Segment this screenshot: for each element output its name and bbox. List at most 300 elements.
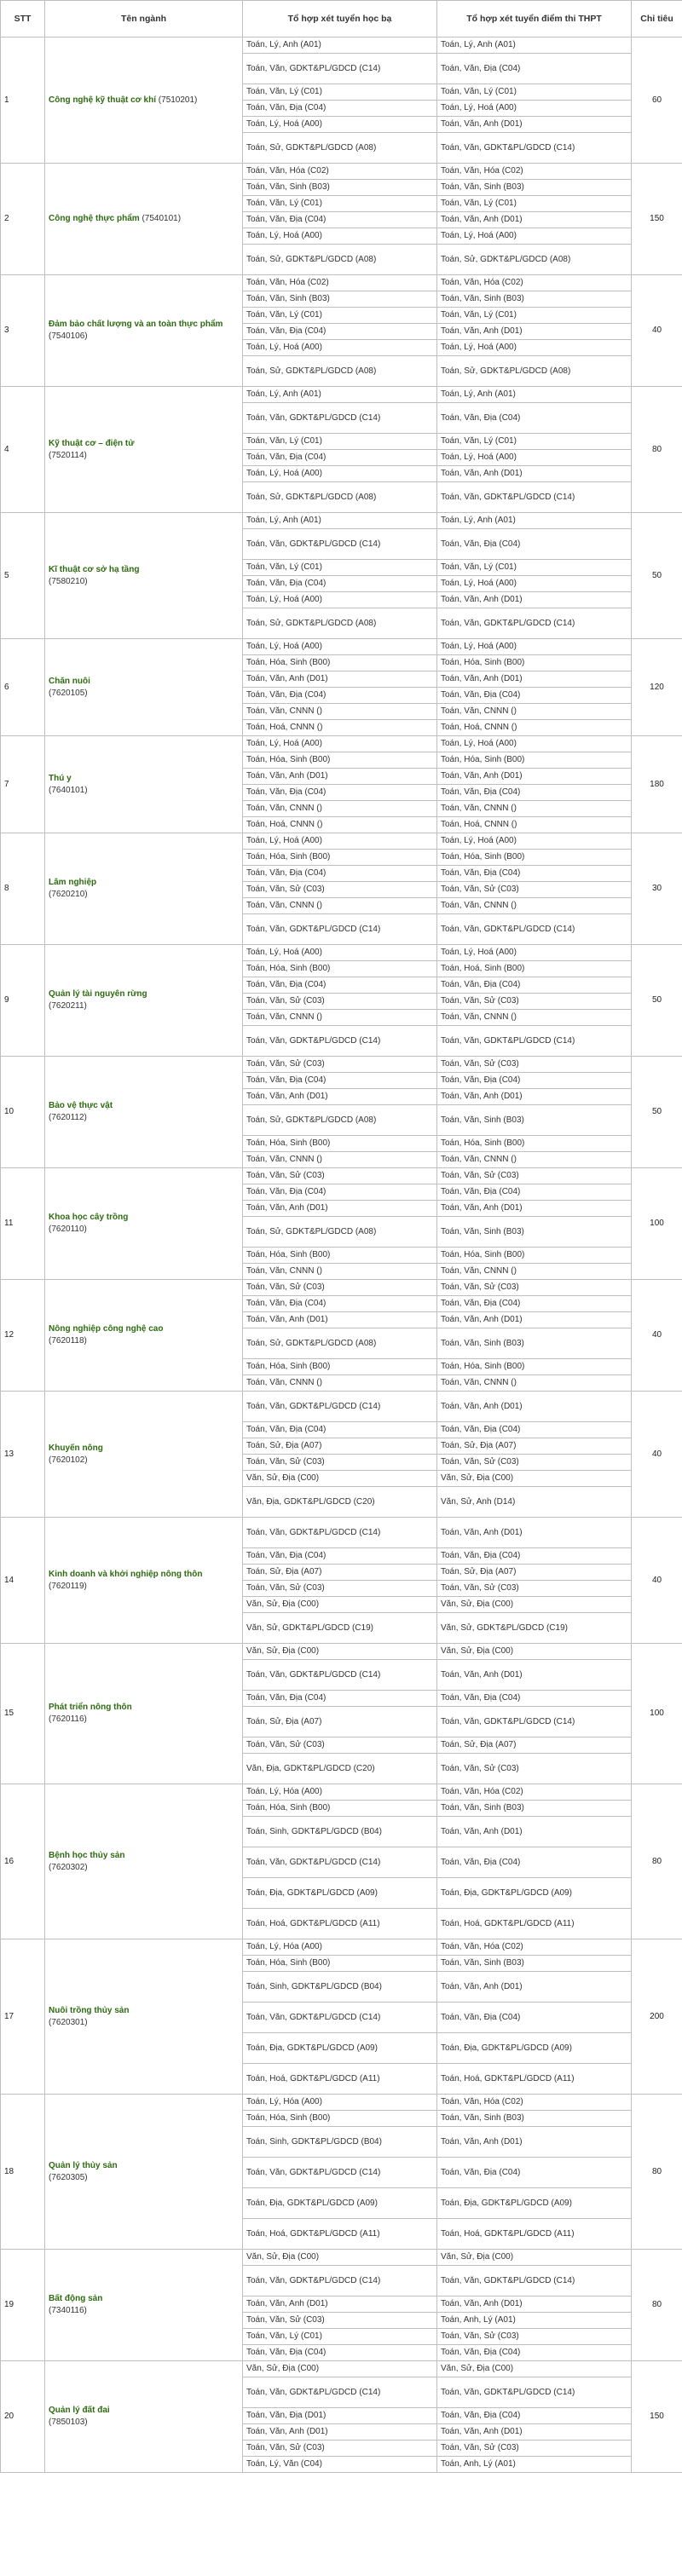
quota-cell: 100 bbox=[632, 1644, 682, 1784]
hocba-combo-cell: Toán, Hoá, GDKT&PL/GDCD (A11) bbox=[243, 2064, 437, 2095]
quota-cell: 120 bbox=[632, 639, 682, 736]
hocba-combo-cell: Toán, Văn, Anh (D01) bbox=[243, 671, 437, 688]
thpt-combo-cell: Toán, Lý, Hoá (A00) bbox=[437, 639, 632, 655]
major-code: (7850103) bbox=[49, 2418, 88, 2427]
thpt-combo-cell: Toán, Văn, Sinh (B03) bbox=[437, 1801, 632, 1817]
major-code: (7520114) bbox=[49, 450, 87, 460]
thpt-combo-cell: Toán, Văn, Địa (C04) bbox=[437, 1847, 632, 1878]
thpt-combo-cell: Toán, Văn, Địa (C04) bbox=[437, 688, 632, 704]
hocba-combo-cell: Toán, Lý, Hoá (A00) bbox=[243, 466, 437, 482]
thpt-combo-cell: Toán, Văn, Địa (C04) bbox=[437, 785, 632, 801]
thpt-combo-cell: Toán, Lý, Hoá (A00) bbox=[437, 833, 632, 850]
hocba-combo-cell: Toán, Lý, Văn (C04) bbox=[243, 2457, 437, 2473]
major-code: (7620302) bbox=[49, 1862, 88, 1872]
hocba-combo-cell: Toán, Lý, Hóa (A00) bbox=[243, 2095, 437, 2111]
stt-cell: 12 bbox=[1, 1280, 45, 1392]
thpt-combo-cell: Toán, Địa, GDKT&PL/GDCD (A09) bbox=[437, 2188, 632, 2219]
quota-cell: 40 bbox=[632, 1280, 682, 1392]
hocba-combo-cell: Toán, Văn, Địa (C04) bbox=[243, 1073, 437, 1089]
thpt-combo-cell: Toán, Văn, Sinh (B03) bbox=[437, 1328, 632, 1359]
hocba-combo-cell: Toán, Văn, Địa (C04) bbox=[243, 1184, 437, 1201]
hocba-combo-cell: Văn, Sử, Địa (C00) bbox=[243, 1644, 437, 1660]
thpt-combo-cell: Toán, Hoá, GDKT&PL/GDCD (A11) bbox=[437, 2219, 632, 2250]
thpt-combo-cell: Toán, Lý, Hoá (A00) bbox=[437, 228, 632, 245]
thpt-combo-cell: Toán, Văn, Lý (C01) bbox=[437, 434, 632, 450]
major-code: (7620105) bbox=[49, 688, 88, 698]
major-code: (7620301) bbox=[49, 2017, 88, 2027]
major-name-cell bbox=[45, 387, 243, 513]
hocba-combo-cell: Toán, Hoá, CNNN () bbox=[243, 817, 437, 833]
major-name-cell bbox=[45, 1280, 243, 1392]
hocba-combo-cell: Toán, Sử, GDKT&PL/GDCD (A08) bbox=[243, 356, 437, 387]
stt-cell: 20 bbox=[1, 2361, 45, 2473]
hocba-combo-cell: Toán, Văn, Địa (C04) bbox=[243, 324, 437, 340]
hocba-combo-cell: Toán, Địa, GDKT&PL/GDCD (A09) bbox=[243, 1878, 437, 1909]
major-name: Đảm bảo chất lượng và an toàn thực phẩm bbox=[49, 320, 223, 329]
major-name: Quản lý tài nguyên rừng bbox=[49, 989, 147, 999]
thpt-combo-cell: Toán, Văn, CNNN () bbox=[437, 1264, 632, 1280]
table-row bbox=[1, 1280, 682, 1296]
hocba-combo-cell: Toán, Văn, Sử (C03) bbox=[243, 994, 437, 1010]
hocba-combo-cell: Toán, Sử, GDKT&PL/GDCD (A08) bbox=[243, 482, 437, 513]
hocba-combo-cell: Toán, Văn, Sử (C03) bbox=[243, 1581, 437, 1597]
quota-cell: 200 bbox=[632, 1939, 682, 2095]
thpt-combo-cell: Toán, Văn, Địa (C04) bbox=[437, 54, 632, 84]
hocba-combo-cell: Toán, Sinh, GDKT&PL/GDCD (B04) bbox=[243, 1972, 437, 2003]
major-name-cell bbox=[45, 2250, 243, 2361]
thpt-combo-cell: Toán, Sử, GDKT&PL/GDCD (A08) bbox=[437, 245, 632, 275]
major-name: Nông nghiệp công nghệ cao bbox=[49, 1324, 164, 1334]
table-row bbox=[1, 1057, 682, 1073]
hocba-combo-cell: Toán, Lý, Hoá (A00) bbox=[243, 228, 437, 245]
thpt-combo-cell: Toán, Lý, Anh (A01) bbox=[437, 37, 632, 54]
major-name: Quản lý đất đai bbox=[49, 2406, 110, 2415]
thpt-combo-cell: Toán, Văn, Sử (C03) bbox=[437, 1754, 632, 1784]
thpt-combo-cell: Toán, Văn, Hóa (C02) bbox=[437, 1784, 632, 1801]
thpt-combo-cell: Toán, Hoá, GDKT&PL/GDCD (A11) bbox=[437, 2064, 632, 2095]
major-code: (7340116) bbox=[49, 2306, 87, 2315]
hocba-combo-cell: Toán, Văn, Sinh (B03) bbox=[243, 180, 437, 196]
thpt-combo-cell: Toán, Hóa, Sinh (B00) bbox=[437, 1136, 632, 1152]
table-row bbox=[1, 736, 682, 752]
hocba-combo-cell: Toán, Văn, Sử (C03) bbox=[243, 1280, 437, 1296]
hocba-combo-cell: Toán, Hóa, Sinh (B00) bbox=[243, 961, 437, 977]
hocba-combo-cell: Toán, Văn, Địa (C04) bbox=[243, 576, 437, 592]
thpt-combo-cell: Toán, Hoá, CNNN () bbox=[437, 720, 632, 736]
major-name-cell bbox=[45, 639, 243, 736]
thpt-combo-cell: Toán, Văn, Địa (C04) bbox=[437, 2408, 632, 2424]
major-name-cell bbox=[45, 37, 243, 164]
thpt-combo-cell: Toán, Lý, Hoá (A00) bbox=[437, 736, 632, 752]
hocba-combo-cell: Toán, Văn, GDKT&PL/GDCD (C14) bbox=[243, 529, 437, 560]
hocba-combo-cell: Toán, Sử, Địa (A07) bbox=[243, 1438, 437, 1455]
thpt-combo-cell: Văn, Sử, Địa (C00) bbox=[437, 1471, 632, 1487]
thpt-combo-cell: Toán, Văn, Địa (C04) bbox=[437, 1296, 632, 1312]
hocba-combo-cell: Văn, Sử, Địa (C00) bbox=[243, 2250, 437, 2266]
stt-cell: 6 bbox=[1, 639, 45, 736]
thpt-combo-cell: Toán, Văn, Anh (D01) bbox=[437, 117, 632, 133]
hocba-combo-cell: Toán, Văn, Địa (C04) bbox=[243, 866, 437, 882]
thpt-combo-cell: Toán, Văn, Anh (D01) bbox=[437, 466, 632, 482]
thpt-combo-cell: Toán, Văn, Hóa (C02) bbox=[437, 164, 632, 180]
major-name: Phát triển nông thôn bbox=[49, 1703, 132, 1712]
major-code: (7620305) bbox=[49, 2172, 88, 2182]
thpt-combo-cell: Toán, Văn, Sử (C03) bbox=[437, 1280, 632, 1296]
hocba-combo-cell: Toán, Văn, GDKT&PL/GDCD (C14) bbox=[243, 2158, 437, 2188]
thpt-combo-cell: Toán, Văn, Địa (C04) bbox=[437, 1422, 632, 1438]
thpt-combo-cell: Toán, Văn, Hóa (C02) bbox=[437, 275, 632, 291]
table-row bbox=[1, 387, 682, 403]
thpt-combo-cell: Toán, Văn, GDKT&PL/GDCD (C14) bbox=[437, 482, 632, 513]
hocba-combo-cell: Toán, Văn, Địa (C04) bbox=[243, 1548, 437, 1565]
thpt-combo-cell: Toán, Văn, Sử (C03) bbox=[437, 2441, 632, 2457]
major-name: Quản lý thủy sản bbox=[49, 2160, 118, 2170]
table-row bbox=[1, 164, 682, 180]
thpt-combo-cell: Toán, Văn, Địa (C04) bbox=[437, 1548, 632, 1565]
hocba-combo-cell: Toán, Văn, CNNN () bbox=[243, 704, 437, 720]
thpt-combo-cell: Toán, Văn, Anh (D01) bbox=[437, 2127, 632, 2158]
hocba-combo-cell: Toán, Văn, GDKT&PL/GDCD (C14) bbox=[243, 1518, 437, 1548]
thpt-combo-cell: Toán, Văn, Địa (C04) bbox=[437, 866, 632, 882]
table-row bbox=[1, 1168, 682, 1184]
table-row bbox=[1, 1518, 682, 1548]
hocba-combo-cell: Toán, Văn, GDKT&PL/GDCD (C14) bbox=[243, 2377, 437, 2408]
stt-cell: 19 bbox=[1, 2250, 45, 2361]
thpt-combo-cell: Toán, Sử, Địa (A07) bbox=[437, 1565, 632, 1581]
hocba-combo-cell: Toán, Lý, Hoá (A00) bbox=[243, 117, 437, 133]
thpt-combo-cell: Toán, Văn, Sinh (B03) bbox=[437, 1217, 632, 1248]
hocba-combo-cell: Toán, Hóa, Sinh (B00) bbox=[243, 2111, 437, 2127]
hocba-combo-cell: Toán, Văn, GDKT&PL/GDCD (C14) bbox=[243, 1026, 437, 1057]
major-code: (7540101) bbox=[142, 214, 182, 223]
thpt-combo-cell: Văn, Sử, Địa (C00) bbox=[437, 2361, 632, 2377]
hocba-combo-cell: Toán, Văn, Anh (D01) bbox=[243, 2297, 437, 2313]
hocba-combo-cell: Toán, Sử, GDKT&PL/GDCD (A08) bbox=[243, 608, 437, 639]
hocba-combo-cell: Toán, Văn, Anh (D01) bbox=[243, 769, 437, 785]
quota-cell: 150 bbox=[632, 2361, 682, 2473]
stt-cell: 13 bbox=[1, 1392, 45, 1518]
hocba-combo-cell: Toán, Lý, Hoá (A00) bbox=[243, 592, 437, 608]
major-name-cell bbox=[45, 513, 243, 639]
hocba-combo-cell: Toán, Văn, Hóa (C02) bbox=[243, 275, 437, 291]
thpt-combo-cell: Toán, Văn, Địa (C04) bbox=[437, 2158, 632, 2188]
major-name: Bệnh học thủy sản bbox=[49, 1850, 125, 1860]
thpt-combo-cell: Toán, Văn, Anh (D01) bbox=[437, 1089, 632, 1105]
hocba-combo-cell: Toán, Văn, Anh (D01) bbox=[243, 1201, 437, 1217]
major-name: Lâm nghiệp bbox=[49, 878, 97, 887]
thpt-combo-cell: Toán, Văn, Sinh (B03) bbox=[437, 2111, 632, 2127]
hocba-combo-cell: Toán, Văn, Địa (C04) bbox=[243, 1422, 437, 1438]
thpt-combo-cell: Toán, Văn, Lý (C01) bbox=[437, 308, 632, 324]
quota-cell: 50 bbox=[632, 513, 682, 639]
header-major-name: Tên ngành bbox=[45, 1, 243, 37]
thpt-combo-cell: Toán, Văn, GDKT&PL/GDCD (C14) bbox=[437, 133, 632, 164]
thpt-combo-cell: Toán, Lý, Hoá (A00) bbox=[437, 945, 632, 961]
hocba-combo-cell: Toán, Lý, Hoá (A00) bbox=[243, 340, 437, 356]
hocba-combo-cell: Toán, Văn, Sử (C03) bbox=[243, 2441, 437, 2457]
hocba-combo-cell: Toán, Hóa, Sinh (B00) bbox=[243, 752, 437, 769]
table-row bbox=[1, 1392, 682, 1422]
hocba-combo-cell: Toán, Văn, Địa (C04) bbox=[243, 688, 437, 704]
table-row bbox=[1, 1784, 682, 1801]
thpt-combo-cell: Toán, Văn, Sử (C03) bbox=[437, 1168, 632, 1184]
hocba-combo-cell: Toán, Văn, Địa (C04) bbox=[243, 1691, 437, 1707]
hocba-combo-cell: Toán, Lý, Anh (A01) bbox=[243, 513, 437, 529]
thpt-combo-cell: Toán, Văn, Sử (C03) bbox=[437, 1581, 632, 1597]
thpt-combo-cell: Toán, Văn, Sử (C03) bbox=[437, 1057, 632, 1073]
major-name-cell bbox=[45, 736, 243, 833]
thpt-combo-cell: Toán, Lý, Hoá (A00) bbox=[437, 450, 632, 466]
hocba-combo-cell: Toán, Hóa, Sinh (B00) bbox=[243, 655, 437, 671]
major-code: (7580210) bbox=[49, 576, 88, 586]
thpt-combo-cell: Toán, Lý, Anh (A01) bbox=[437, 387, 632, 403]
hocba-combo-cell: Toán, Sử, GDKT&PL/GDCD (A08) bbox=[243, 133, 437, 164]
table-row bbox=[1, 945, 682, 961]
major-name: Khuyến nông bbox=[49, 1443, 103, 1453]
major-name-cell bbox=[45, 1644, 243, 1784]
thpt-combo-cell: Toán, Văn, Anh (D01) bbox=[437, 671, 632, 688]
thpt-combo-cell: Toán, Văn, Hóa (C02) bbox=[437, 2095, 632, 2111]
major-name: Kỹ thuật cơ – điện tử bbox=[49, 438, 135, 448]
thpt-combo-cell: Toán, Hóa, Sinh (B00) bbox=[437, 850, 632, 866]
hocba-combo-cell: Toán, Lý, Hoá (A00) bbox=[243, 639, 437, 655]
hocba-combo-cell: Toán, Hoá, GDKT&PL/GDCD (A11) bbox=[243, 2219, 437, 2250]
quota-cell: 80 bbox=[632, 387, 682, 513]
hocba-combo-cell: Văn, Sử, GDKT&PL/GDCD (C19) bbox=[243, 1613, 437, 1644]
thpt-combo-cell: Toán, Văn, Anh (D01) bbox=[437, 1817, 632, 1847]
thpt-combo-cell: Toán, Văn, CNNN () bbox=[437, 1010, 632, 1026]
thpt-combo-cell: Toán, Văn, Anh (D01) bbox=[437, 769, 632, 785]
table-row bbox=[1, 2250, 682, 2266]
header-hocba-combos: Tổ hợp xét tuyển học bạ bbox=[243, 1, 437, 37]
thpt-combo-cell: Toán, Văn, Anh (D01) bbox=[437, 2297, 632, 2313]
thpt-combo-cell: Toán, Văn, Sinh (B03) bbox=[437, 1105, 632, 1136]
hocba-combo-cell: Toán, Văn, CNNN () bbox=[243, 1375, 437, 1392]
hocba-combo-cell: Toán, Sử, GDKT&PL/GDCD (A08) bbox=[243, 245, 437, 275]
stt-cell: 1 bbox=[1, 37, 45, 164]
major-name-cell bbox=[45, 2361, 243, 2473]
hocba-combo-cell: Toán, Sinh, GDKT&PL/GDCD (B04) bbox=[243, 1817, 437, 1847]
thpt-combo-cell: Toán, Hóa, Sinh (B00) bbox=[437, 752, 632, 769]
hocba-combo-cell: Toán, Văn, Địa (C04) bbox=[243, 1296, 437, 1312]
major-name-cell bbox=[45, 1518, 243, 1644]
major-name-cell bbox=[45, 275, 243, 387]
header-row bbox=[1, 1, 682, 37]
thpt-combo-cell: Toán, Hoá, CNNN () bbox=[437, 817, 632, 833]
thpt-combo-cell: Toán, Văn, GDKT&PL/GDCD (C14) bbox=[437, 2266, 632, 2297]
hocba-combo-cell: Toán, Văn, Sử (C03) bbox=[243, 1455, 437, 1471]
major-name: Bảo vệ thực vật bbox=[49, 1101, 113, 1110]
hocba-combo-cell: Toán, Hóa, Sinh (B00) bbox=[243, 1359, 437, 1375]
hocba-combo-cell: Toán, Hóa, Sinh (B00) bbox=[243, 1136, 437, 1152]
hocba-combo-cell: Toán, Văn, Anh (D01) bbox=[243, 1089, 437, 1105]
major-name-cell bbox=[45, 1939, 243, 2095]
quota-cell: 50 bbox=[632, 945, 682, 1057]
header-stt: STT bbox=[1, 1, 45, 37]
thpt-combo-cell: Toán, Anh, Lý (A01) bbox=[437, 2313, 632, 2329]
hocba-combo-cell: Toán, Văn, Lý (C01) bbox=[243, 560, 437, 576]
hocba-combo-cell: Toán, Văn, GDKT&PL/GDCD (C14) bbox=[243, 1847, 437, 1878]
thpt-combo-cell: Toán, Văn, Anh (D01) bbox=[437, 1518, 632, 1548]
major-name: Thú y bbox=[49, 773, 72, 783]
major-code: (7620210) bbox=[49, 890, 88, 899]
hocba-combo-cell: Toán, Hóa, Sinh (B00) bbox=[243, 1801, 437, 1817]
hocba-combo-cell: Toán, Văn, Lý (C01) bbox=[243, 84, 437, 101]
table-row bbox=[1, 1939, 682, 1956]
hocba-combo-cell: Toán, Văn, Sử (C03) bbox=[243, 882, 437, 898]
hocba-combo-cell: Toán, Văn, Sử (C03) bbox=[243, 1738, 437, 1754]
thpt-combo-cell: Toán, Hoá, Sinh (B00) bbox=[437, 961, 632, 977]
major-name-cell bbox=[45, 945, 243, 1057]
header-thpt-combos: Tổ hợp xét tuyển điểm thi THPT bbox=[437, 1, 632, 37]
quota-cell: 40 bbox=[632, 1392, 682, 1518]
hocba-combo-cell: Toán, Hoá, GDKT&PL/GDCD (A11) bbox=[243, 1909, 437, 1939]
thpt-combo-cell: Văn, Sử, Địa (C00) bbox=[437, 1644, 632, 1660]
thpt-combo-cell: Toán, Sử, Địa (A07) bbox=[437, 1438, 632, 1455]
table-row bbox=[1, 37, 682, 54]
stt-cell: 14 bbox=[1, 1518, 45, 1644]
hocba-combo-cell: Toán, Lý, Hóa (A00) bbox=[243, 1784, 437, 1801]
hocba-combo-cell: Toán, Văn, Anh (D01) bbox=[243, 1312, 437, 1328]
thpt-combo-cell: Toán, Văn, Sử (C03) bbox=[437, 994, 632, 1010]
thpt-combo-cell: Toán, Văn, CNNN () bbox=[437, 1152, 632, 1168]
table-header bbox=[1, 1, 682, 37]
hocba-combo-cell: Toán, Văn, Địa (C04) bbox=[243, 785, 437, 801]
thpt-combo-cell: Toán, Văn, Địa (C04) bbox=[437, 1184, 632, 1201]
quota-cell: 30 bbox=[632, 833, 682, 945]
thpt-combo-cell: Toán, Hoá, GDKT&PL/GDCD (A11) bbox=[437, 1909, 632, 1939]
stt-cell: 5 bbox=[1, 513, 45, 639]
thpt-combo-cell: Toán, Văn, Sinh (B03) bbox=[437, 1956, 632, 1972]
quota-cell: 50 bbox=[632, 1057, 682, 1168]
hocba-combo-cell: Toán, Văn, Sử (C03) bbox=[243, 1168, 437, 1184]
hocba-combo-cell: Toán, Văn, GDKT&PL/GDCD (C14) bbox=[243, 2266, 437, 2297]
table-row bbox=[1, 1644, 682, 1660]
thpt-combo-cell: Toán, Văn, Địa (C04) bbox=[437, 1073, 632, 1089]
table-row bbox=[1, 513, 682, 529]
major-code: (7640101) bbox=[49, 785, 88, 795]
quota-cell: 40 bbox=[632, 275, 682, 387]
hocba-combo-cell: Toán, Lý, Anh (A01) bbox=[243, 387, 437, 403]
hocba-combo-cell: Toán, Văn, Anh (D01) bbox=[243, 2424, 437, 2441]
thpt-combo-cell: Toán, Văn, Địa (C04) bbox=[437, 1691, 632, 1707]
major-code: (7620116) bbox=[49, 1714, 87, 1724]
hocba-combo-cell: Toán, Văn, CNNN () bbox=[243, 1152, 437, 1168]
stt-cell: 15 bbox=[1, 1644, 45, 1784]
hocba-combo-cell: Toán, Sử, Địa (A07) bbox=[243, 1565, 437, 1581]
major-name-cell bbox=[45, 2095, 243, 2250]
thpt-combo-cell: Toán, Văn, Anh (D01) bbox=[437, 1312, 632, 1328]
hocba-combo-cell: Toán, Văn, GDKT&PL/GDCD (C14) bbox=[243, 1660, 437, 1691]
hocba-combo-cell: Toán, Văn, GDKT&PL/GDCD (C14) bbox=[243, 1392, 437, 1422]
major-name: Chăn nuôi bbox=[49, 676, 90, 686]
hocba-combo-cell: Toán, Văn, GDKT&PL/GDCD (C14) bbox=[243, 914, 437, 945]
hocba-combo-cell: Toán, Địa, GDKT&PL/GDCD (A09) bbox=[243, 2033, 437, 2064]
hocba-combo-cell: Toán, Văn, Sử (C03) bbox=[243, 2313, 437, 2329]
major-code: (7620119) bbox=[49, 1581, 87, 1591]
hocba-combo-cell: Toán, Văn, GDKT&PL/GDCD (C14) bbox=[243, 2003, 437, 2033]
major-name-cell bbox=[45, 1057, 243, 1168]
hocba-combo-cell: Toán, Văn, CNNN () bbox=[243, 1264, 437, 1280]
stt-cell: 17 bbox=[1, 1939, 45, 2095]
hocba-combo-cell: Toán, Văn, Địa (D01) bbox=[243, 2408, 437, 2424]
major-code: (7620102) bbox=[49, 1455, 88, 1465]
thpt-combo-cell: Toán, Văn, Sử (C03) bbox=[437, 882, 632, 898]
hocba-combo-cell: Toán, Sử, GDKT&PL/GDCD (A08) bbox=[243, 1328, 437, 1359]
hocba-combo-cell: Văn, Địa, GDKT&PL/GDCD (C20) bbox=[243, 1487, 437, 1518]
major-name: Khoa học cây trồng bbox=[49, 1213, 129, 1222]
hocba-combo-cell: Văn, Sử, Địa (C00) bbox=[243, 1597, 437, 1613]
stt-cell: 7 bbox=[1, 736, 45, 833]
thpt-combo-cell: Toán, Văn, CNNN () bbox=[437, 1375, 632, 1392]
table-row bbox=[1, 2095, 682, 2111]
hocba-combo-cell: Toán, Văn, Lý (C01) bbox=[243, 308, 437, 324]
hocba-combo-cell: Toán, Văn, Lý (C01) bbox=[243, 2329, 437, 2345]
quota-cell: 40 bbox=[632, 1518, 682, 1644]
major-code: (7620118) bbox=[49, 1336, 87, 1346]
thpt-combo-cell: Toán, Văn, Hóa (C02) bbox=[437, 1939, 632, 1956]
major-code: (7510201) bbox=[158, 95, 198, 105]
thpt-combo-cell: Toán, Văn, Anh (D01) bbox=[437, 2424, 632, 2441]
thpt-combo-cell: Toán, Hóa, Sinh (B00) bbox=[437, 1248, 632, 1264]
thpt-combo-cell: Toán, Văn, GDKT&PL/GDCD (C14) bbox=[437, 2377, 632, 2408]
hocba-combo-cell: Toán, Văn, Lý (C01) bbox=[243, 434, 437, 450]
stt-cell: 8 bbox=[1, 833, 45, 945]
major-name-cell bbox=[45, 833, 243, 945]
thpt-combo-cell: Toán, Lý, Hoá (A00) bbox=[437, 576, 632, 592]
quota-cell: 80 bbox=[632, 2095, 682, 2250]
thpt-combo-cell: Văn, Sử, GDKT&PL/GDCD (C19) bbox=[437, 1613, 632, 1644]
hocba-combo-cell: Toán, Văn, CNNN () bbox=[243, 801, 437, 817]
hocba-combo-cell: Toán, Hóa, Sinh (B00) bbox=[243, 1956, 437, 1972]
major-name-cell bbox=[45, 1392, 243, 1518]
thpt-combo-cell: Toán, Văn, Sinh (B03) bbox=[437, 180, 632, 196]
table-body bbox=[1, 37, 682, 2473]
thpt-combo-cell: Toán, Văn, CNNN () bbox=[437, 898, 632, 914]
hocba-combo-cell: Toán, Văn, CNNN () bbox=[243, 898, 437, 914]
table-row bbox=[1, 2361, 682, 2377]
thpt-combo-cell: Toán, Sử, GDKT&PL/GDCD (A08) bbox=[437, 356, 632, 387]
stt-cell: 4 bbox=[1, 387, 45, 513]
thpt-combo-cell: Toán, Văn, Địa (C04) bbox=[437, 977, 632, 994]
stt-cell: 2 bbox=[1, 164, 45, 275]
stt-cell: 18 bbox=[1, 2095, 45, 2250]
quota-cell: 150 bbox=[632, 164, 682, 275]
hocba-combo-cell: Toán, Văn, Lý (C01) bbox=[243, 196, 437, 212]
thpt-combo-cell: Toán, Văn, Lý (C01) bbox=[437, 196, 632, 212]
thpt-combo-cell: Toán, Văn, Sử (C03) bbox=[437, 2329, 632, 2345]
major-name-cell bbox=[45, 1168, 243, 1280]
hocba-combo-cell: Toán, Sinh, GDKT&PL/GDCD (B04) bbox=[243, 2127, 437, 2158]
quota-cell: 80 bbox=[632, 2250, 682, 2361]
thpt-combo-cell: Toán, Địa, GDKT&PL/GDCD (A09) bbox=[437, 2033, 632, 2064]
thpt-combo-cell: Toán, Văn, Anh (D01) bbox=[437, 324, 632, 340]
thpt-combo-cell: Toán, Văn, GDKT&PL/GDCD (C14) bbox=[437, 608, 632, 639]
hocba-combo-cell: Toán, Hoá, CNNN () bbox=[243, 720, 437, 736]
thpt-combo-cell: Toán, Văn, Anh (D01) bbox=[437, 1660, 632, 1691]
hocba-combo-cell: Toán, Văn, GDKT&PL/GDCD (C14) bbox=[243, 403, 437, 434]
hocba-combo-cell: Toán, Lý, Hoá (A00) bbox=[243, 736, 437, 752]
hocba-combo-cell: Toán, Văn, Địa (C04) bbox=[243, 101, 437, 117]
thpt-combo-cell: Toán, Văn, CNNN () bbox=[437, 704, 632, 720]
major-name: Công nghệ kỹ thuật cơ khí bbox=[49, 95, 157, 105]
hocba-combo-cell: Toán, Lý, Hoá (A00) bbox=[243, 945, 437, 961]
hocba-combo-cell: Toán, Văn, Địa (C04) bbox=[243, 2345, 437, 2361]
thpt-combo-cell: Toán, Văn, Lý (C01) bbox=[437, 560, 632, 576]
hocba-combo-cell: Toán, Lý, Hoá (A00) bbox=[243, 833, 437, 850]
hocba-combo-cell: Toán, Văn, CNNN () bbox=[243, 1010, 437, 1026]
thpt-combo-cell: Toán, Văn, Anh (D01) bbox=[437, 1201, 632, 1217]
